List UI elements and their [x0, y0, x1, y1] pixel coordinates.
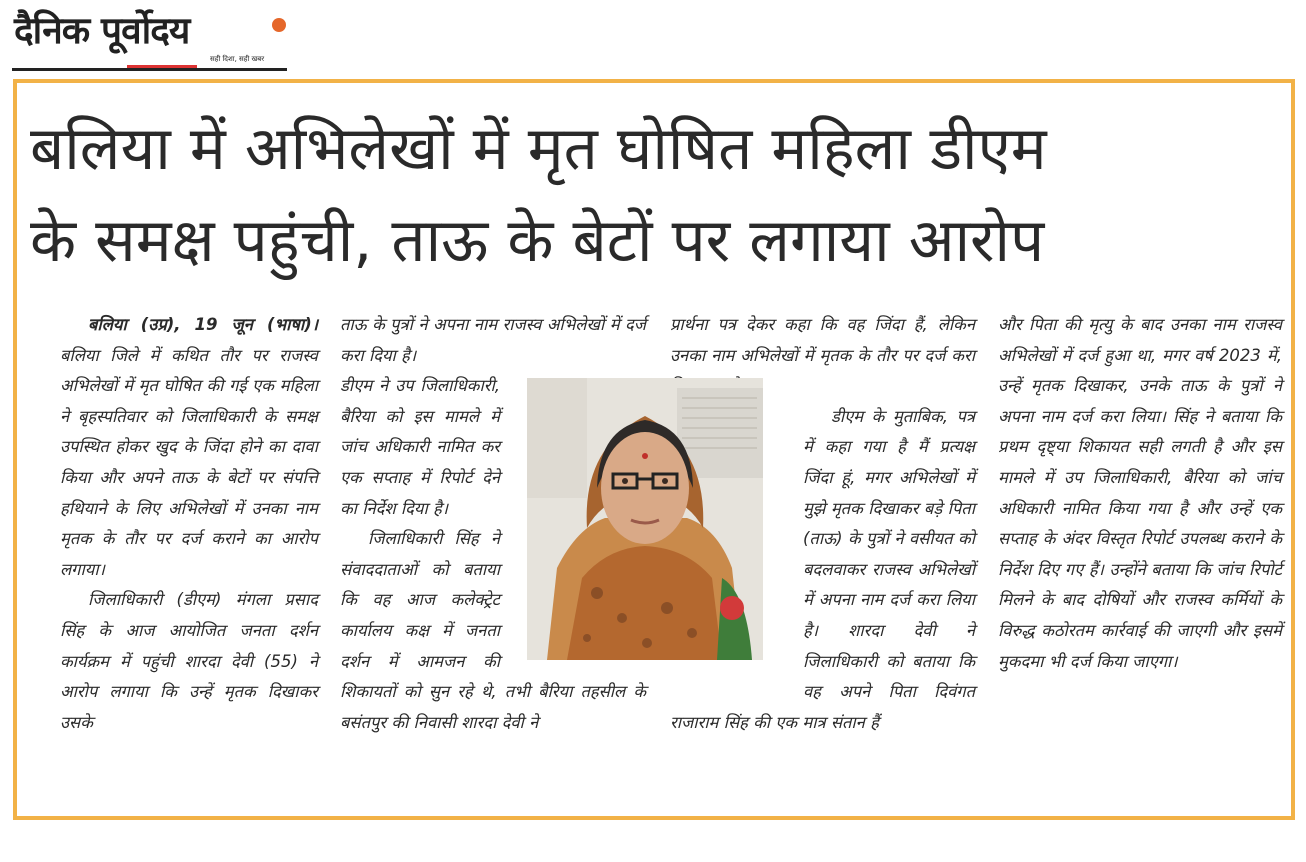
paragraph: ताऊ के पुत्रों ने अपना नाम राजस्व अभिलेखों में दर्ज करा दिया है। — [340, 315, 646, 365]
paragraph: प्रार्थना पत्र देकर कहा कि वह जिंदा हैं, लेकिन उनका नाम अभिलेखों में मृतक के तौर पर दर्ज करा — [670, 315, 975, 365]
paragraph-text: बलिया जिले में कथित तौर पर राजस्व अभिलेखों में मृत घोषित की गई एक महिला ने बृहस्पतिवार को जिलाधिकारी के समक्ष उपस्थित होकर खुद के जिंदा होने का दावा किया और अपने ताऊ के बेटों पर संपत्ति हथियाने के लिए अभिलेखों में उनका नाम मृतक के तौर पर दर्ज कराने का आरोप लगाया। — [60, 345, 318, 579]
paragraph: जिलाधिकारी सिंह ने संवाददाताओं को बताया कि वह आज कलेक्ट्रेट कार्यालय कक्ष में जनता दर्शन में आमजन की शिकायतों को सुन रहे थे, तभी बैरिया तहसील के बसंतपुर की निवासी शारदा देवी ने — [340, 529, 646, 732]
article-column-1 — [60, 310, 318, 738]
article-column-4 — [998, 310, 1282, 677]
logo-dot-icon — [272, 18, 286, 32]
newspaper-logo: दैनिक पूर्वोदय — [14, 9, 190, 52]
headline-line-2: के समक्ष पहुंची, ताऊ के बेटों पर लगाया आरोप — [30, 206, 1045, 276]
dateline: बलिया (उप्र), 19 जून (भाषा)। — [88, 315, 318, 334]
paragraph: जिलाधिकारी (डीएम) मंगला प्रसाद सिंह के आज आयोजित जनता दर्शन कार्यक्रम में पहुंची शारदा देवी (55) ने आरोप लगाया कि उन्हें मृतक दिखाकर उसके — [60, 590, 318, 732]
masthead-rule — [12, 68, 287, 71]
paragraph — [60, 310, 318, 585]
masthead — [12, 8, 287, 72]
paragraph: डीएम ने उप जिलाधिकारी, बैरिया को इस मामले में जांच अधिकारी नामित कर एक सप्ताह में रिपोर्ट देने का निर्देश दिया है। — [340, 376, 500, 518]
portrait-photo — [527, 378, 763, 660]
logo-tagline: सही दिशा, सही खबर — [210, 55, 265, 63]
paragraph: डीएम के मुताबिक, पत्र में कहा गया है मैं प्रत्यक्ष जिंदा हूं, मगर अभिलेखों में मुझे मृतक दिखाकर बड़े पिता (ताऊ) के पुत्रों ने वसीयत को बदलवाकर राजस्व अभिलेखों में अपना नाम दर्ज करा लिया है। शारदा देवी ने जिलाधिकारी को बताया कि वह अपने पिता दिवंगत राजाराम सिंह की एक मात्र संतान हैं — [670, 406, 975, 732]
article-headline — [30, 103, 1280, 287]
portrait-photo-icon — [527, 378, 763, 660]
headline-line-1: बलिया में अभिलेखों में मृत घोषित महिला डीएम — [30, 114, 1047, 184]
paragraph: और पिता की मृत्यु के बाद उनका नाम राजस्व अभिलेखों में दर्ज हुआ था, मगर वर्ष 2023 में, उन्हें मृतक दिखाकर, उनके ताऊ के पुत्रों ने अपना नाम दर्ज करा लिया। सिंह ने बताया कि प्रथम दृष्ट्या शिकायत सही लगती है और इस मामले में उप जिलाधिकारी, बैरिया को जांच अधिकारी नामित किया गया है और उन्हें एक सप्ताह के अंदर विस्तृत रिपोर्ट उपलब्ध कराने के निर्देश दिए गए हैं। उन्होंने बताया कि जांच रिपोर्ट मिलने के बाद दोषियों और राजस्व कर्मियों के विरुद्ध कठोरतम कार्रवाई की जाएगी और इसमें मुकदमा भी दर्ज किया जाएगा। — [998, 315, 1282, 671]
